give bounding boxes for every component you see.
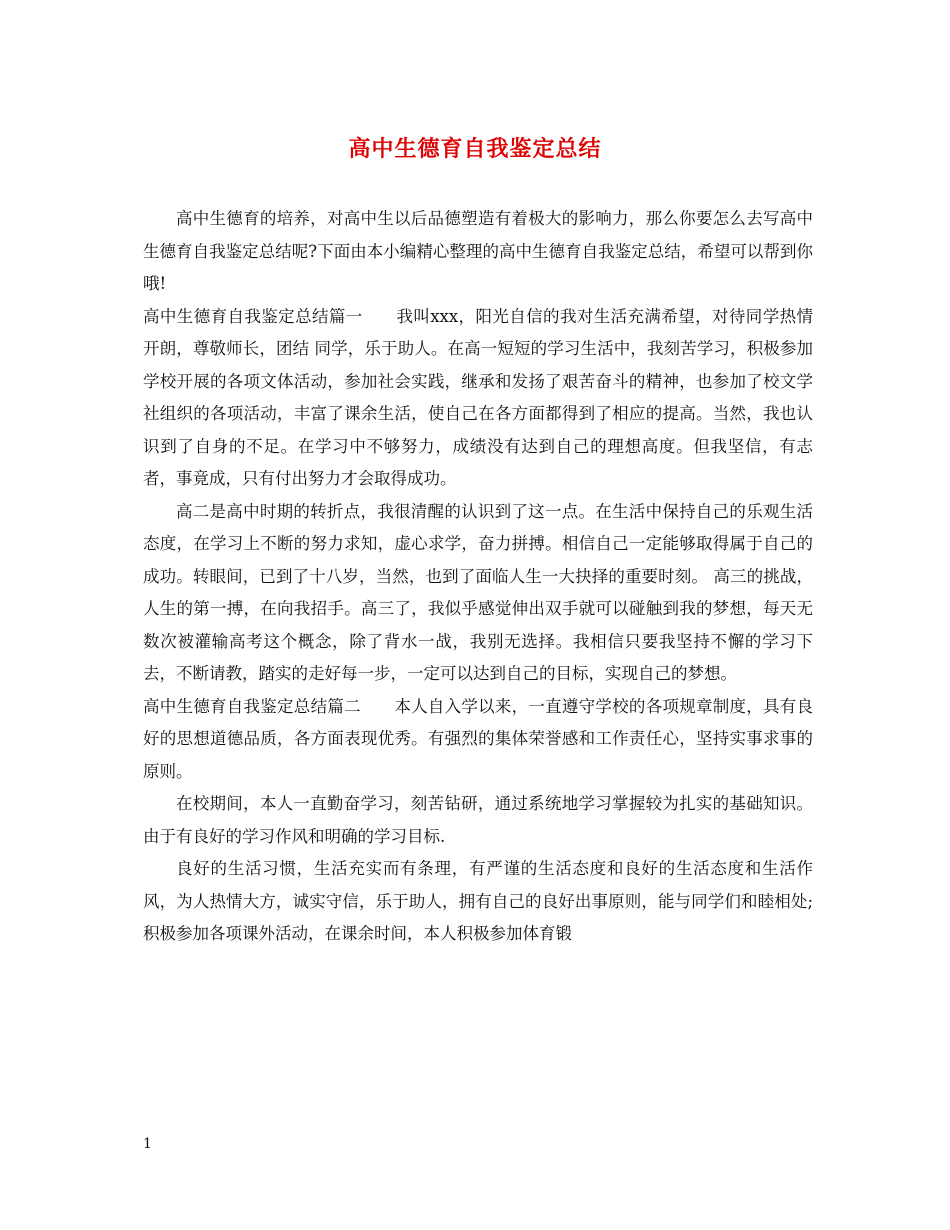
paragraph-study: 在校期间，本人一直勤奋学习，刻苦钻研，通过系统地学习掌握较为扎实的基础知识。由于有良好的学习作风和明确的学习目标. xyxy=(143,794,813,846)
document-title: 高中生德育自我鉴定总结 xyxy=(348,136,602,162)
paragraph-section-one: 高中生德育自我鉴定总结篇一 我叫xxx，阳光自信的我对生活充满希望，对待同学热情开朗，尊敬师长，团结 同学，乐于助人。在高一短短的学习生活中，我刻苦学习，积极参加学校开展的各项文体活动，参加社会实践，继承和发扬了艰苦奋斗的精神，也参加了校文学社组织的各项活动，丰富了课余生活，使自己在各方面都得到了相应的提高。当然，我也认识到了自身的不足。在学习中不够努力，成绩没有达到自己的理想高度。但我坚信，有志者，事竟成，只有付出努力才会取得成功。 xyxy=(143,306,813,488)
paragraph-habits: 良好的生活习惯，生活充实而有条理，有严谨的生活态度和良好的生活态度和生活作风，为人热情大方，诚实守信，乐于助人，拥有自己的良好出事原则，能与同学们和睦相处;积极参加各项课外活动，在课余时间，本人积极参加体育锻 xyxy=(143,859,813,943)
paragraph-section-two: 高中生德育自我鉴定总结篇二 本人自入学以来，一直遵守学校的各项规章制度，具有良好的思想道德品质，各方面表现优秀。有强烈的集体荣誉感和工作责任心，坚持实事求事的原则。 xyxy=(143,696,813,781)
paragraph-grade-two: 高二是高中时期的转折点，我很清醒的认识到了这一点。在生活中保持自己的乐观生活态度，在学习上不断的努力求知，虚心求学，奋力拼搏。相信自己一定能够取得属于自己的成功。转眼间，已到了十八岁，当然，也到了面临人生一大抉择的重要时刻。 高三的挑战，人生的第一搏，在向我招手。高三了，我似乎感觉伸出双手就可以碰触到我的梦想，每天无数次被灌输高考这个概念，除了背水一战，我别无选择。我相信只要我坚持不懈的学习下去，不断请教，踏实的走好每一步，一定可以达到自己的目标，实现自己的梦想。 xyxy=(143,501,813,683)
document-body xyxy=(143,203,813,951)
page-number: 1 xyxy=(143,1136,152,1152)
paragraph-intro: 高中生德育的培养，对高中生以后品德塑造有着极大的影响力，那么你要怎么去写高中生德育自我鉴定总结呢?下面由本小编精心整理的高中生德育自我鉴定总结，希望可以帮到你哦! xyxy=(143,209,813,293)
